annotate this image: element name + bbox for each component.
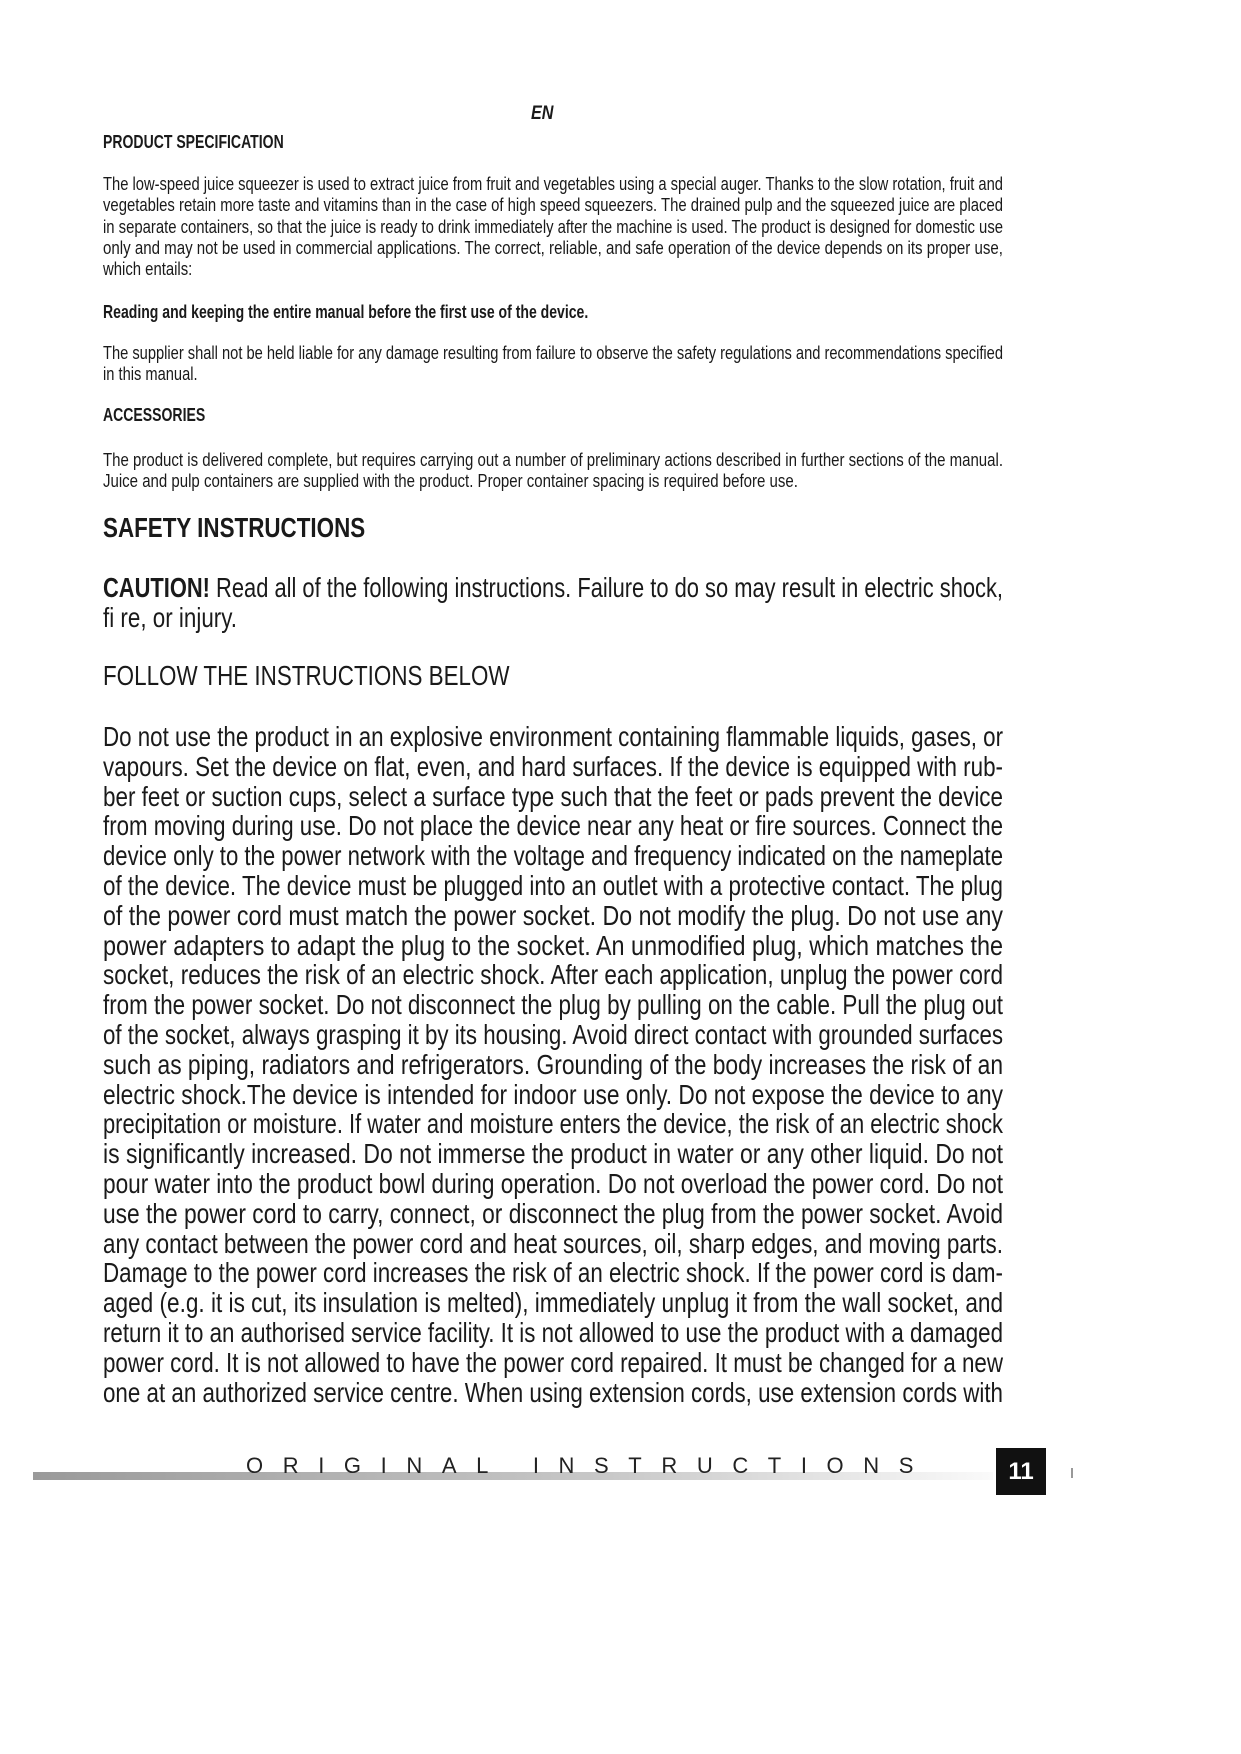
text-line: from moving during use. Do not place the device near any heat or fire sources. Connect the	[103, 810, 1003, 842]
text-line: ber feet or suction cups, select a surface type such that the feet or pads prevent the device	[103, 780, 1003, 812]
text-line: socket, reduces the risk of an electric shock. After each application, unplug the power cord	[103, 959, 1003, 991]
manual-note-block	[103, 302, 1003, 323]
text-line-wrap	[103, 238, 1003, 259]
caution-text: Read all of the following instructions. Failure to do so may result in electric shock,	[209, 572, 1003, 603]
caution-line	[103, 573, 1003, 603]
text-line-wrap	[103, 871, 1003, 901]
text-line: vegetables retain more taste and vitamins than in the case of high speed squeezers. The drained pulp and the squeezed juice are placed	[103, 195, 1004, 216]
text-line: use the power cord to carry, connect, or disconnect the plug from the power socket. Avoid	[103, 1197, 1003, 1229]
caution-line-2: fi re, or injury.	[103, 601, 238, 633]
safety-heading-block	[103, 513, 1003, 543]
follow-instructions-block	[103, 661, 1003, 691]
text-line-wrap	[103, 1169, 1003, 1199]
accessories-heading-block	[103, 405, 1003, 426]
safety-heading: SAFETY INSTRUCTIONS	[103, 512, 366, 543]
text-line: vapours. Set the device on flat, even, and hard surfaces. If the device is equipped with rub-	[103, 750, 1003, 782]
text-line: The supplier shall not be held liable for any damage resulting from failure to observe the safety regulations and recommendations specified	[103, 343, 1003, 363]
text-line-wrap	[103, 471, 1003, 492]
text-line: is significantly increased. Do not immerse the product in water or any other liquid. Do not	[103, 1138, 1003, 1170]
text-line: pour water into the product bowl during operation. Do not overload the power cord. Do not	[103, 1167, 1003, 1199]
text-line: in separate containers, so that the juice is ready to drink immediately after the machine is used. The product is designed for domestic use	[103, 216, 1003, 237]
text-line: power adapters to adapt the plug to the socket. An unmodified plug, which matches the	[103, 929, 1003, 961]
text-line-wrap	[103, 217, 1003, 238]
text-line-wrap	[103, 1050, 1003, 1080]
text-line-wrap	[103, 722, 1003, 752]
text-line: device only to the power network with the voltage and frequency indicated on the nameplate	[103, 840, 1003, 872]
accessories-heading: ACCESSORIES	[103, 405, 206, 425]
text-line-wrap	[103, 931, 1003, 961]
footer-text: ORIGINAL INSTRUCTIONS	[246, 1453, 934, 1478]
text-line-wrap	[103, 1080, 1003, 1110]
text-line: only and may not be used in commercial applications. The correct, reliable, and safe operation of the device depends on its proper use,	[103, 237, 1003, 258]
text-line: aged (e.g. it is cut, its insulation is melted), immediately unplug it from the wall socket, and	[103, 1287, 1003, 1319]
text-line-wrap	[103, 195, 1003, 216]
text-line-wrap	[103, 174, 1003, 195]
text-line: Do not use the product in an explosive environment containing flammable liquids, gases, or	[103, 721, 1003, 752]
text-line-wrap	[103, 990, 1003, 1020]
text-line: any contact between the power cord and heat sources, oil, sharp edges, and moving parts.	[103, 1227, 1003, 1259]
page-number: 11	[996, 1448, 1046, 1495]
text-line-wrap	[103, 364, 1003, 385]
text-line-wrap	[103, 1199, 1003, 1229]
text-line: from the power socket. Do not disconnect the plug by pulling on the cable. Pull the plug out	[103, 989, 1003, 1021]
text-line-wrap	[103, 1139, 1003, 1169]
text-line: in this manual.	[103, 364, 198, 385]
text-line-wrap	[103, 1109, 1003, 1139]
product-specification-paragraph	[103, 174, 1003, 280]
text-line-wrap	[103, 1348, 1003, 1378]
text-line-wrap	[103, 1378, 1003, 1408]
text-line: of the device. The device must be plugged into an outlet with a protective contact. The plug	[103, 869, 1004, 901]
text-line-wrap	[103, 1020, 1003, 1050]
product-specification-heading-block	[103, 132, 1003, 153]
accessories-paragraph	[103, 450, 1003, 493]
text-line: one at an authorized service centre. When using extension cords, use extension cords with	[103, 1376, 1003, 1408]
text-line-wrap	[103, 1229, 1003, 1259]
language-label: EN	[531, 103, 554, 124]
text-line: of the power cord must match the power socket. Do not modify the plug. Do not use any	[103, 899, 1003, 931]
text-line-wrap	[103, 259, 1003, 280]
text-line: Damage to the power cord increases the risk of an electric shock. If the power cord is dam-	[103, 1257, 1003, 1289]
text-line-wrap	[103, 960, 1003, 990]
caution-block	[103, 573, 1003, 633]
text-line-wrap	[103, 450, 1003, 471]
text-line-wrap	[103, 1258, 1003, 1288]
text-line-wrap	[103, 811, 1003, 841]
product-specification-heading: PRODUCT SPECIFICATION	[103, 132, 284, 152]
text-line-wrap	[103, 901, 1003, 931]
liability-paragraph	[103, 343, 1003, 386]
text-line-wrap	[103, 782, 1003, 812]
safety-body-paragraph	[103, 722, 1003, 1407]
text-line-wrap	[103, 1318, 1003, 1348]
text-line: power cord. It is not allowed to have the power cord repaired. It must be changed for a new	[103, 1346, 1003, 1378]
follow-instructions-subheading: FOLLOW THE INSTRUCTIONS BELOW	[103, 660, 510, 691]
text-line: electric shock.The device is intended for indoor use only. Do not expose the device to any	[103, 1078, 1003, 1110]
text-line: return it to an authorised service facility. It is not allowed to use the product with a damaged	[103, 1316, 1003, 1348]
text-line-wrap	[103, 343, 1003, 364]
caution-label: CAUTION!	[103, 572, 210, 603]
text-line: Juice and pulp containers are supplied with the product. Proper container spacing is required before use.	[103, 471, 798, 492]
text-line-wrap	[103, 752, 1003, 782]
text-line-wrap	[103, 841, 1003, 871]
manual-note: Reading and keeping the entire manual before the first use of the device.	[103, 302, 589, 322]
text-line: precipitation or moisture. If water and moisture enters the device, the risk of an electric shock	[103, 1108, 1003, 1140]
text-line: which entails:	[103, 259, 193, 280]
text-line: such as piping, radiators and refrigerators. Grounding of the body increases the risk of an	[103, 1048, 1003, 1080]
edge-mark	[1071, 1468, 1073, 1478]
text-line: The low-speed juice squeezer is used to extract juice from fruit and vegetables using a special auger. Thanks to the slow rotation, fruit and	[103, 174, 1003, 194]
text-line-wrap	[103, 1288, 1003, 1318]
text-line: of the socket, always grasping it by its housing. Avoid direct contact with grounded surfaces	[103, 1018, 1003, 1050]
text-line: The product is delivered complete, but requires carrying out a number of preliminary actions described in further sections of the manual.	[103, 450, 1003, 470]
